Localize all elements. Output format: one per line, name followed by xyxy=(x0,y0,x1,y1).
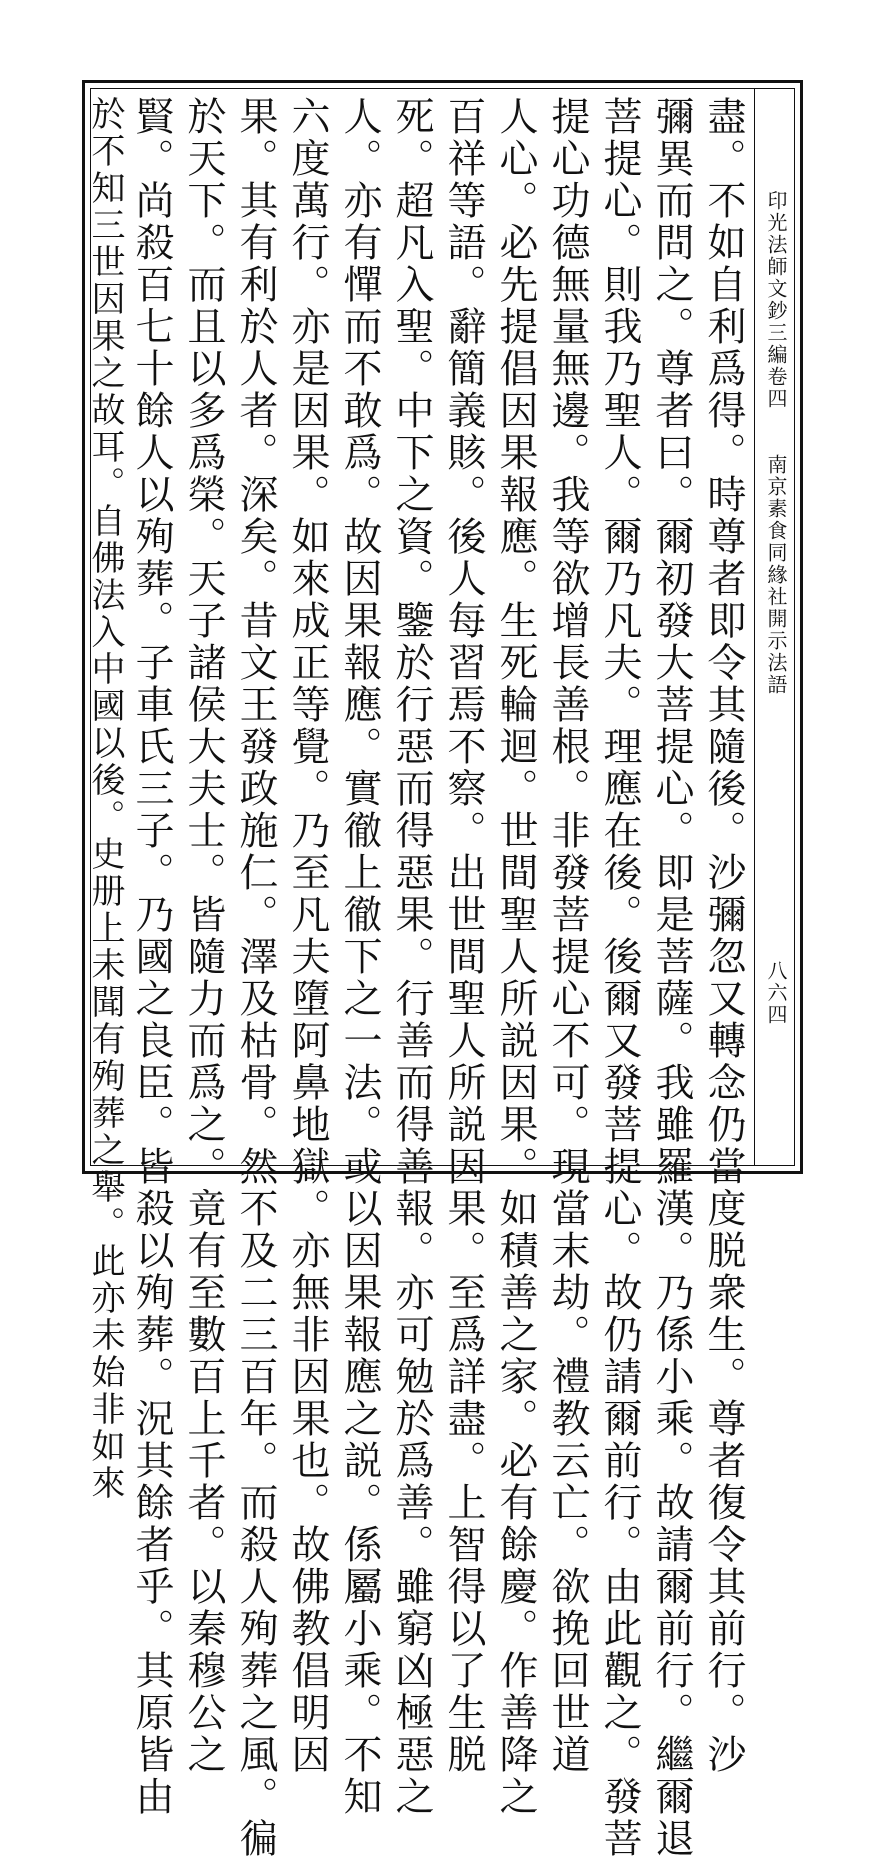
book-title: 印光法師文鈔三編卷四 xyxy=(764,190,788,410)
text-column-13: 於不知三世因果之故耳。自佛法入中國以後。史册上未聞有殉葬之舉。此亦未始非如來 xyxy=(85,96,125,1502)
text-column-10: 果。其有利於人者。深矣。昔文王發政施仁。澤及枯骨。然不及二三百年。而殺人殉葬之風。徧 xyxy=(233,96,278,1860)
text-column-5: 人心。必先提倡因果報應。生死輪迴。世間聖人所説因果。如積善之家。必有餘慶。作善降之 xyxy=(493,96,538,1818)
text-column-8: 人。亦有憚而不敢爲。故因果報應。實徹上徹下之一法。或以因果報應之説。係屬小乘。不知 xyxy=(337,96,382,1818)
text-column-7: 死。超凡入聖。中下之資。鑒於行惡而得惡果。行善而得善報。亦可勉於爲善。雖窮凶極惡之 xyxy=(389,96,434,1818)
text-column-1: 盡。不如自利爲得。時尊者即令其隨後。沙彌忽又轉念仍當度脱衆生。尊者復令其前行。沙 xyxy=(701,96,746,1776)
text-column-11: 於天下。而且以多爲榮。天子諸侯大夫士。皆隨力而爲之。竟有至數百上千者。以秦穆公之 xyxy=(181,96,226,1776)
margin-divider xyxy=(754,88,755,1166)
text-column-6: 百祥等語。辭簡義賅。後人每習焉不察。出世間聖人所説因果。至爲詳盡。上智得以了生脱 xyxy=(441,96,486,1776)
text-column-3: 菩提心。則我乃聖人。爾乃凡夫。理應在後。後爾又發菩提心。故仍請爾前行。由此觀之。發菩 xyxy=(597,96,642,1860)
section-title: 南京素食同緣社開示法語 xyxy=(764,454,788,696)
page-number: 八六四 xyxy=(764,960,788,1026)
text-column-2: 彌異而問之。尊者曰。爾初發大菩提心。即是菩薩。我雖羅漢。乃係小乘。故請爾前行。繼爾退 xyxy=(649,96,694,1860)
text-column-9: 六度萬行。亦是因果。如來成正等覺。乃至凡夫墮阿鼻地獄。亦無非因果也。故佛教倡明因 xyxy=(285,96,330,1776)
text-column-4: 提心功德無量無邊。我等欲增長善根。非發菩提心不可。現當末劫。禮教云亡。欲挽回世道 xyxy=(545,96,590,1776)
text-column-12: 賢。尚殺百七十餘人以殉葬。子車氏三子。乃國之良臣。皆殺以殉葬。況其餘者乎。其原皆由 xyxy=(129,96,174,1818)
